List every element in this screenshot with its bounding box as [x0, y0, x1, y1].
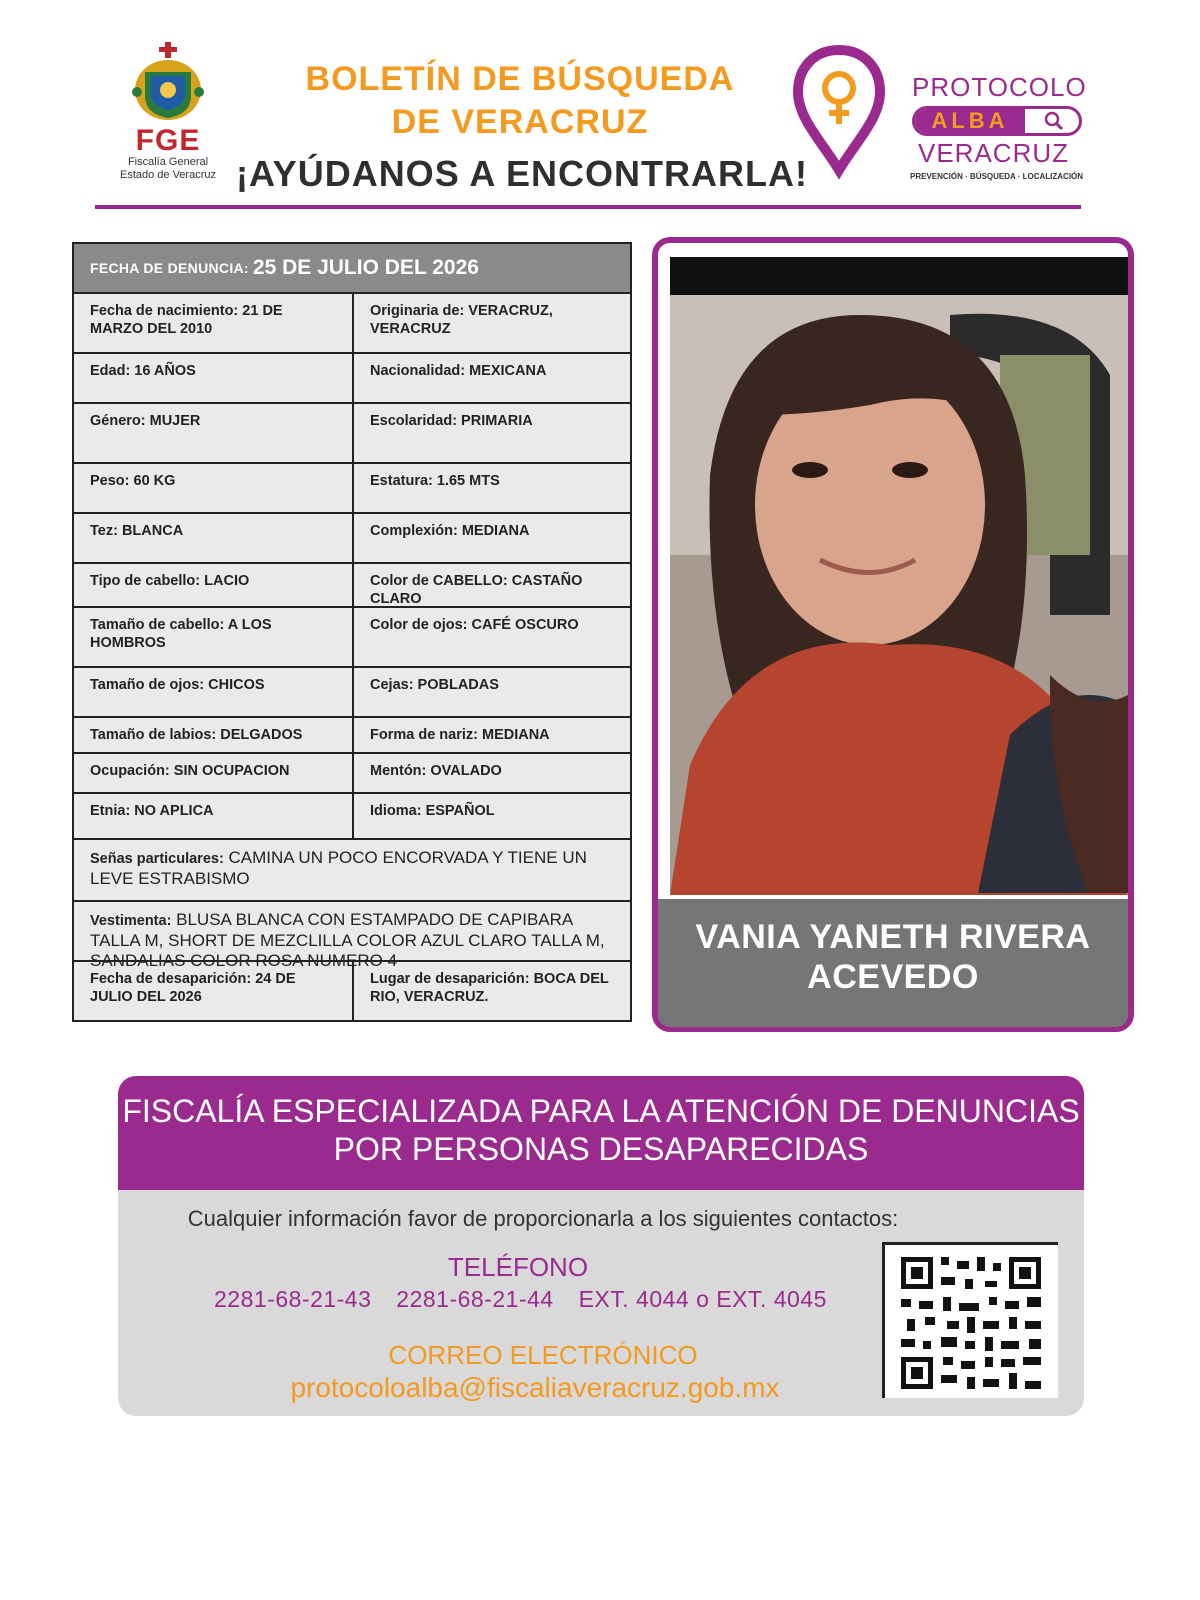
fge-logo-subtitle-1: Fiscalía General	[127, 156, 209, 168]
distinguishing-marks-label: Señas particulares:	[90, 851, 224, 867]
agency-name: FISCALÍA ESPECIALIZADA PARA LA ATENCIÓN DE DENUNCIAS POR PERSONAS DESAPARECIDAS	[122, 1093, 1080, 1167]
alba-logo-pill	[912, 106, 1082, 136]
chin-cell: Mentón: OVALADO	[352, 754, 630, 792]
build-cell: Complexión: MEDIANA	[352, 514, 630, 562]
weight-cell: Peso: 60 KG	[90, 473, 176, 489]
report-date-label: FECHA DE DENUNCIA:	[90, 260, 249, 276]
table-row	[74, 668, 630, 718]
eye-size-cell: Tamaño de ojos: CHICOS	[90, 677, 265, 693]
nationality-cell: Nacionalidad: MEXICANA	[352, 354, 630, 402]
qr-code-icon[interactable]	[882, 1242, 1058, 1398]
header	[0, 0, 1200, 220]
help-find-her-heading: ¡AYÚDANOS A ENCONTRARLA!	[236, 153, 808, 194]
table-row	[74, 564, 630, 608]
language-cell: Idioma: ESPAÑOL	[352, 794, 630, 838]
report-date-row	[74, 244, 630, 294]
table-row	[74, 794, 630, 840]
hair-length-cell: Tamaño de cabello: A LOS HOMBROS	[90, 617, 272, 651]
missing-person-photo	[670, 295, 1128, 893]
distinguishing-marks-value: CAMINA UN POCO ENCORVADA Y TIENE UN LEVE ESTRABISMO	[90, 848, 587, 888]
alba-logo-alba: ALBA	[931, 108, 1009, 133]
table-row	[74, 464, 630, 514]
hair-type-cell: Tipo de cabello: LACIO	[90, 573, 250, 589]
table-row	[74, 354, 630, 404]
table-row	[74, 294, 630, 354]
table-row	[74, 514, 630, 564]
phone-label: TELÉFONO	[447, 1252, 589, 1282]
missing-person-card	[652, 237, 1134, 1032]
bulletin-title-line-1: BOLETÍN DE BÚSQUEDA	[305, 60, 735, 98]
email-link[interactable]: protocoloalba@fiscaliaveracruz.gob.mx	[290, 1372, 780, 1403]
table-row	[74, 754, 630, 794]
email-label: CORREO ELECTRÓNICO	[388, 1340, 698, 1370]
contact-intro-text: Cualquier información favor de proporcionarla a los siguientes contactos:	[187, 1206, 899, 1231]
gender-cell: Género: MUJER	[90, 413, 201, 429]
age-cell: Edad: 16 AÑOS	[90, 363, 196, 379]
lip-size-cell: Tamaño de labios: DELGADOS	[90, 727, 303, 743]
table-row	[74, 718, 630, 754]
missing-person-name: VANIA YANETH RIVERA ACEVEDO	[695, 918, 1091, 996]
table-row	[74, 404, 630, 464]
fge-logo-text: FGE	[135, 124, 201, 157]
alba-logo-protocolo: PROTOCOLO	[912, 72, 1087, 102]
phone-numbers	[214, 1286, 845, 1313]
table-row	[74, 902, 630, 970]
alba-logo-veracruz: VERACRUZ	[918, 138, 1070, 168]
contact-box	[118, 1190, 1084, 1416]
report-date-value: 25 DE JULIO DEL 2026	[252, 256, 479, 279]
header-divider	[95, 205, 1081, 209]
origin-cell: Originaria de: VERACRUZ, VERACRUZ	[352, 294, 630, 352]
phone-number-2[interactable]: 2281-68-21-44	[396, 1286, 554, 1312]
eye-color-cell: Color de ojos: CAFÉ OSCURO	[352, 608, 630, 666]
phone-number-1[interactable]: 2281-68-21-43	[214, 1286, 372, 1312]
missing-person-name-box	[658, 899, 1128, 1027]
occupation-cell: Ocupación: SIN OCUPACION	[90, 763, 290, 779]
ethnicity-cell: Etnia: NO APLICA	[90, 803, 214, 819]
disappearance-place-cell: Lugar de desaparición: BOCA DEL RIO, VERACRUZ.	[352, 962, 630, 1020]
fge-logo-subtitle-2: Estado de Veracruz	[119, 169, 216, 181]
table-row	[74, 962, 630, 1020]
personal-info-table	[72, 242, 632, 1022]
education-cell: Escolaridad: PRIMARIA	[352, 404, 630, 462]
eyebrows-cell: Cejas: POBLADAS	[352, 668, 630, 716]
clothing-cell	[74, 902, 630, 970]
distinguishing-marks-cell	[74, 840, 630, 900]
hair-color-cell: Color de CABELLO: CASTAÑO CLARO	[352, 564, 630, 606]
disappearance-date-cell: Fecha de desaparición: 24 DE JULIO DEL 2026	[90, 971, 296, 1005]
table-row	[74, 608, 630, 668]
protocolo-alba-logo	[810, 46, 1100, 186]
bulletin-title-line-2: DE VERACRUZ	[391, 103, 649, 141]
location-pin-female-icon	[792, 46, 886, 176]
phone-extensions: EXT. 4044 o EXT. 4045	[578, 1286, 827, 1312]
clothing-value: BLUSA BLANCA CON ESTAMPADO DE CAPIBARA TALLA M, SHORT DE MEZCLILLA COLOR AZUL CLARO TALLA M, SANDALIAS COLOR ROSA NUMERO 4	[90, 910, 605, 970]
clothing-label: Vestimenta:	[90, 913, 172, 929]
table-row	[74, 840, 630, 902]
magnifier-icon	[1043, 111, 1065, 131]
nose-shape-cell: Forma de nariz: MEDIANA	[352, 718, 630, 752]
alba-logo-tagline: PREVENCIÓN · BÚSQUEDA · LOCALIZACIÓN	[910, 172, 1084, 181]
birth-date-cell: Fecha de nacimiento: 21 DE MARZO DEL 2010	[90, 303, 283, 337]
height-cell: Estatura: 1.65 MTS	[352, 464, 630, 512]
photo-black-bar	[670, 257, 1128, 295]
agency-banner	[118, 1076, 1084, 1190]
skin-tone-cell: Tez: BLANCA	[90, 523, 184, 539]
